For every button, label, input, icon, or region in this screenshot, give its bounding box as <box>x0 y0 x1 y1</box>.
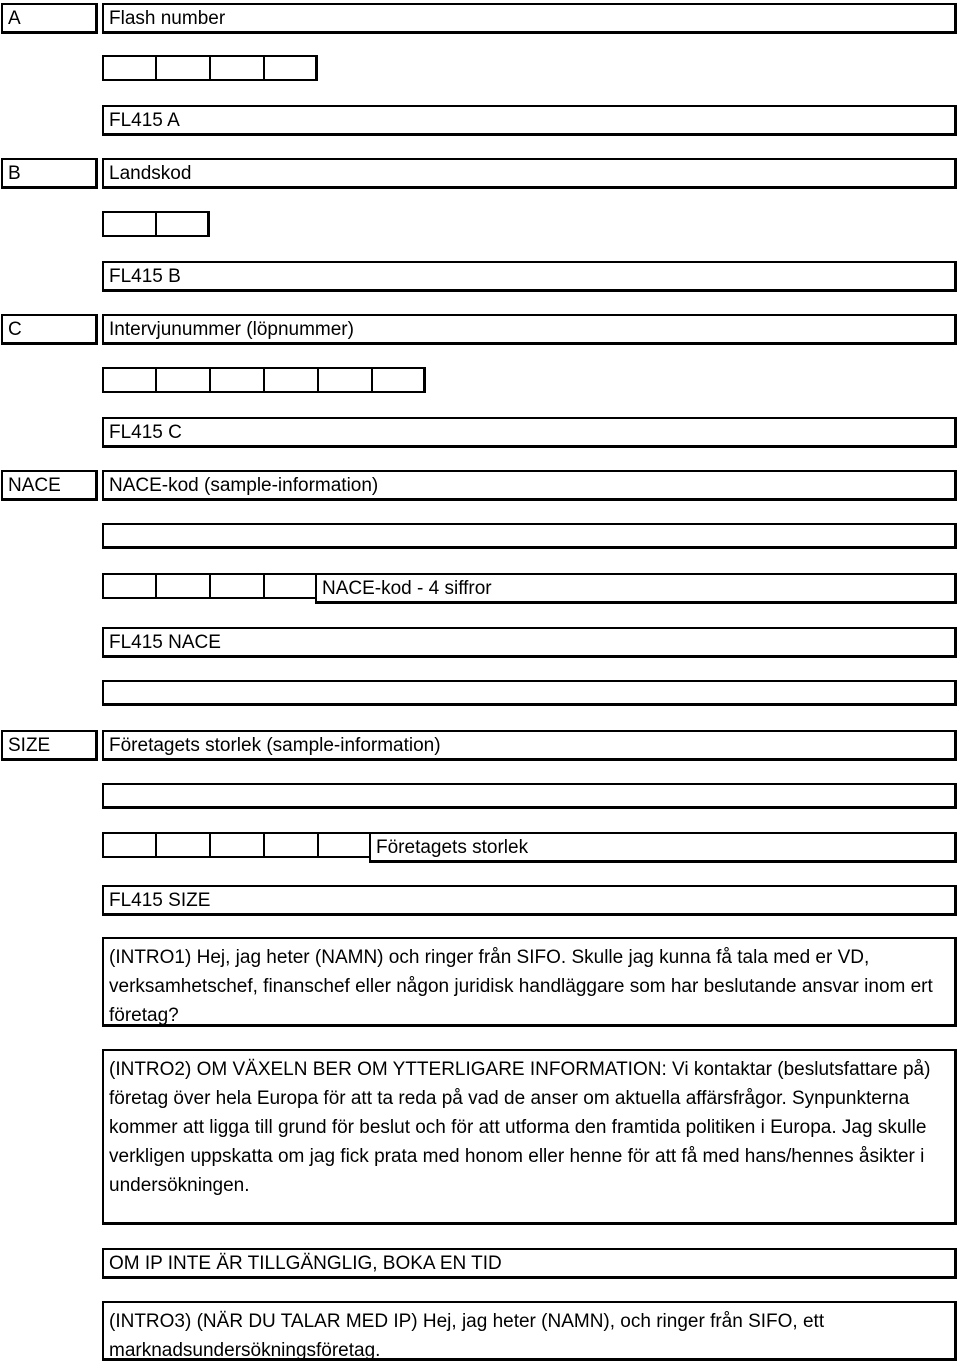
entry-cell[interactable] <box>210 367 264 393</box>
section-c-code: C <box>1 314 98 345</box>
entry-cell[interactable] <box>318 832 372 858</box>
field-fl415c: FL415 C <box>102 417 957 448</box>
section-a-code: A <box>1 3 98 34</box>
field-fl415-size: FL415 SIZE <box>102 885 957 916</box>
entry-cell[interactable] <box>102 832 156 858</box>
entry-cell[interactable] <box>210 832 264 858</box>
nace-caption: NACE-kod - 4 siffror <box>315 573 957 604</box>
section-b-title: Landskod <box>102 158 957 189</box>
entry-cell[interactable] <box>264 573 318 599</box>
instruction-text: OM IP INTE ÄR TILLGÄNGLIG, BOKA EN TID <box>102 1248 957 1279</box>
nace-sample-field[interactable] <box>102 523 957 549</box>
size-caption: Företagets storlek <box>369 832 957 863</box>
flash-number-cells <box>102 55 318 81</box>
entry-cell[interactable] <box>102 367 156 393</box>
field-fl415-nace: FL415 NACE <box>102 627 957 658</box>
entry-cell[interactable] <box>318 367 372 393</box>
entry-cell[interactable] <box>102 573 156 599</box>
section-b-code: B <box>1 158 98 189</box>
section-size-code: SIZE <box>1 730 98 761</box>
entry-cell[interactable] <box>210 55 264 81</box>
section-c-title: Intervjunummer (löpnummer) <box>102 314 957 345</box>
entry-cell[interactable] <box>264 367 318 393</box>
entry-cell[interactable] <box>210 573 264 599</box>
entry-cell[interactable] <box>156 55 210 81</box>
entry-cell[interactable] <box>156 367 210 393</box>
field-fl415b: FL415 B <box>102 261 957 292</box>
size-sample-field[interactable] <box>102 783 957 809</box>
nace-cells <box>102 573 318 599</box>
entry-cell[interactable] <box>264 55 318 81</box>
section-a-title: Flash number <box>102 3 957 34</box>
section-nace-code: NACE <box>1 470 98 501</box>
section-nace-title: NACE-kod (sample-information) <box>102 470 957 501</box>
entry-cell[interactable] <box>102 211 156 237</box>
intro2-text: (INTRO2) OM VÄXELN BER OM YTTERLIGARE INFORMATION: Vi kontaktar (beslutsfattare på) företag över hela Europa för att ta reda på vad de anser om aktuella affärsfrågor. Synpunkterna kommer att ligga till grund för beslut och för att utforma den framtida politiken i Europa. Jag skulle verkligen uppskatta om jag fick prata med honom eller henne för att få med hans/hennes åsikter i undersökningen. <box>102 1049 957 1225</box>
entry-cell[interactable] <box>156 832 210 858</box>
entry-cell[interactable] <box>156 573 210 599</box>
intervjunummer-cells <box>102 367 426 393</box>
entry-cell[interactable] <box>156 211 210 237</box>
entry-cell[interactable] <box>264 832 318 858</box>
nace-entry-field[interactable] <box>102 680 957 706</box>
field-fl415a: FL415 A <box>102 105 957 136</box>
intro1-text: (INTRO1) Hej, jag heter (NAMN) och ringer från SIFO. Skulle jag kunna få tala med er VD, verksamhetschef, finanschef eller någon juridisk handläggare som har beslutande ansvar inom ert företag? <box>102 937 957 1027</box>
section-size-title: Företagets storlek (sample-information) <box>102 730 957 761</box>
intro3-text: (INTRO3) (NÄR DU TALAR MED IP) Hej, jag heter (NAMN), och ringer från SIFO, ett marknadsundersökningsföretag. <box>102 1301 957 1361</box>
size-cells <box>102 832 372 858</box>
entry-cell[interactable] <box>372 367 426 393</box>
landskod-cells <box>102 211 210 237</box>
entry-cell[interactable] <box>102 55 156 81</box>
